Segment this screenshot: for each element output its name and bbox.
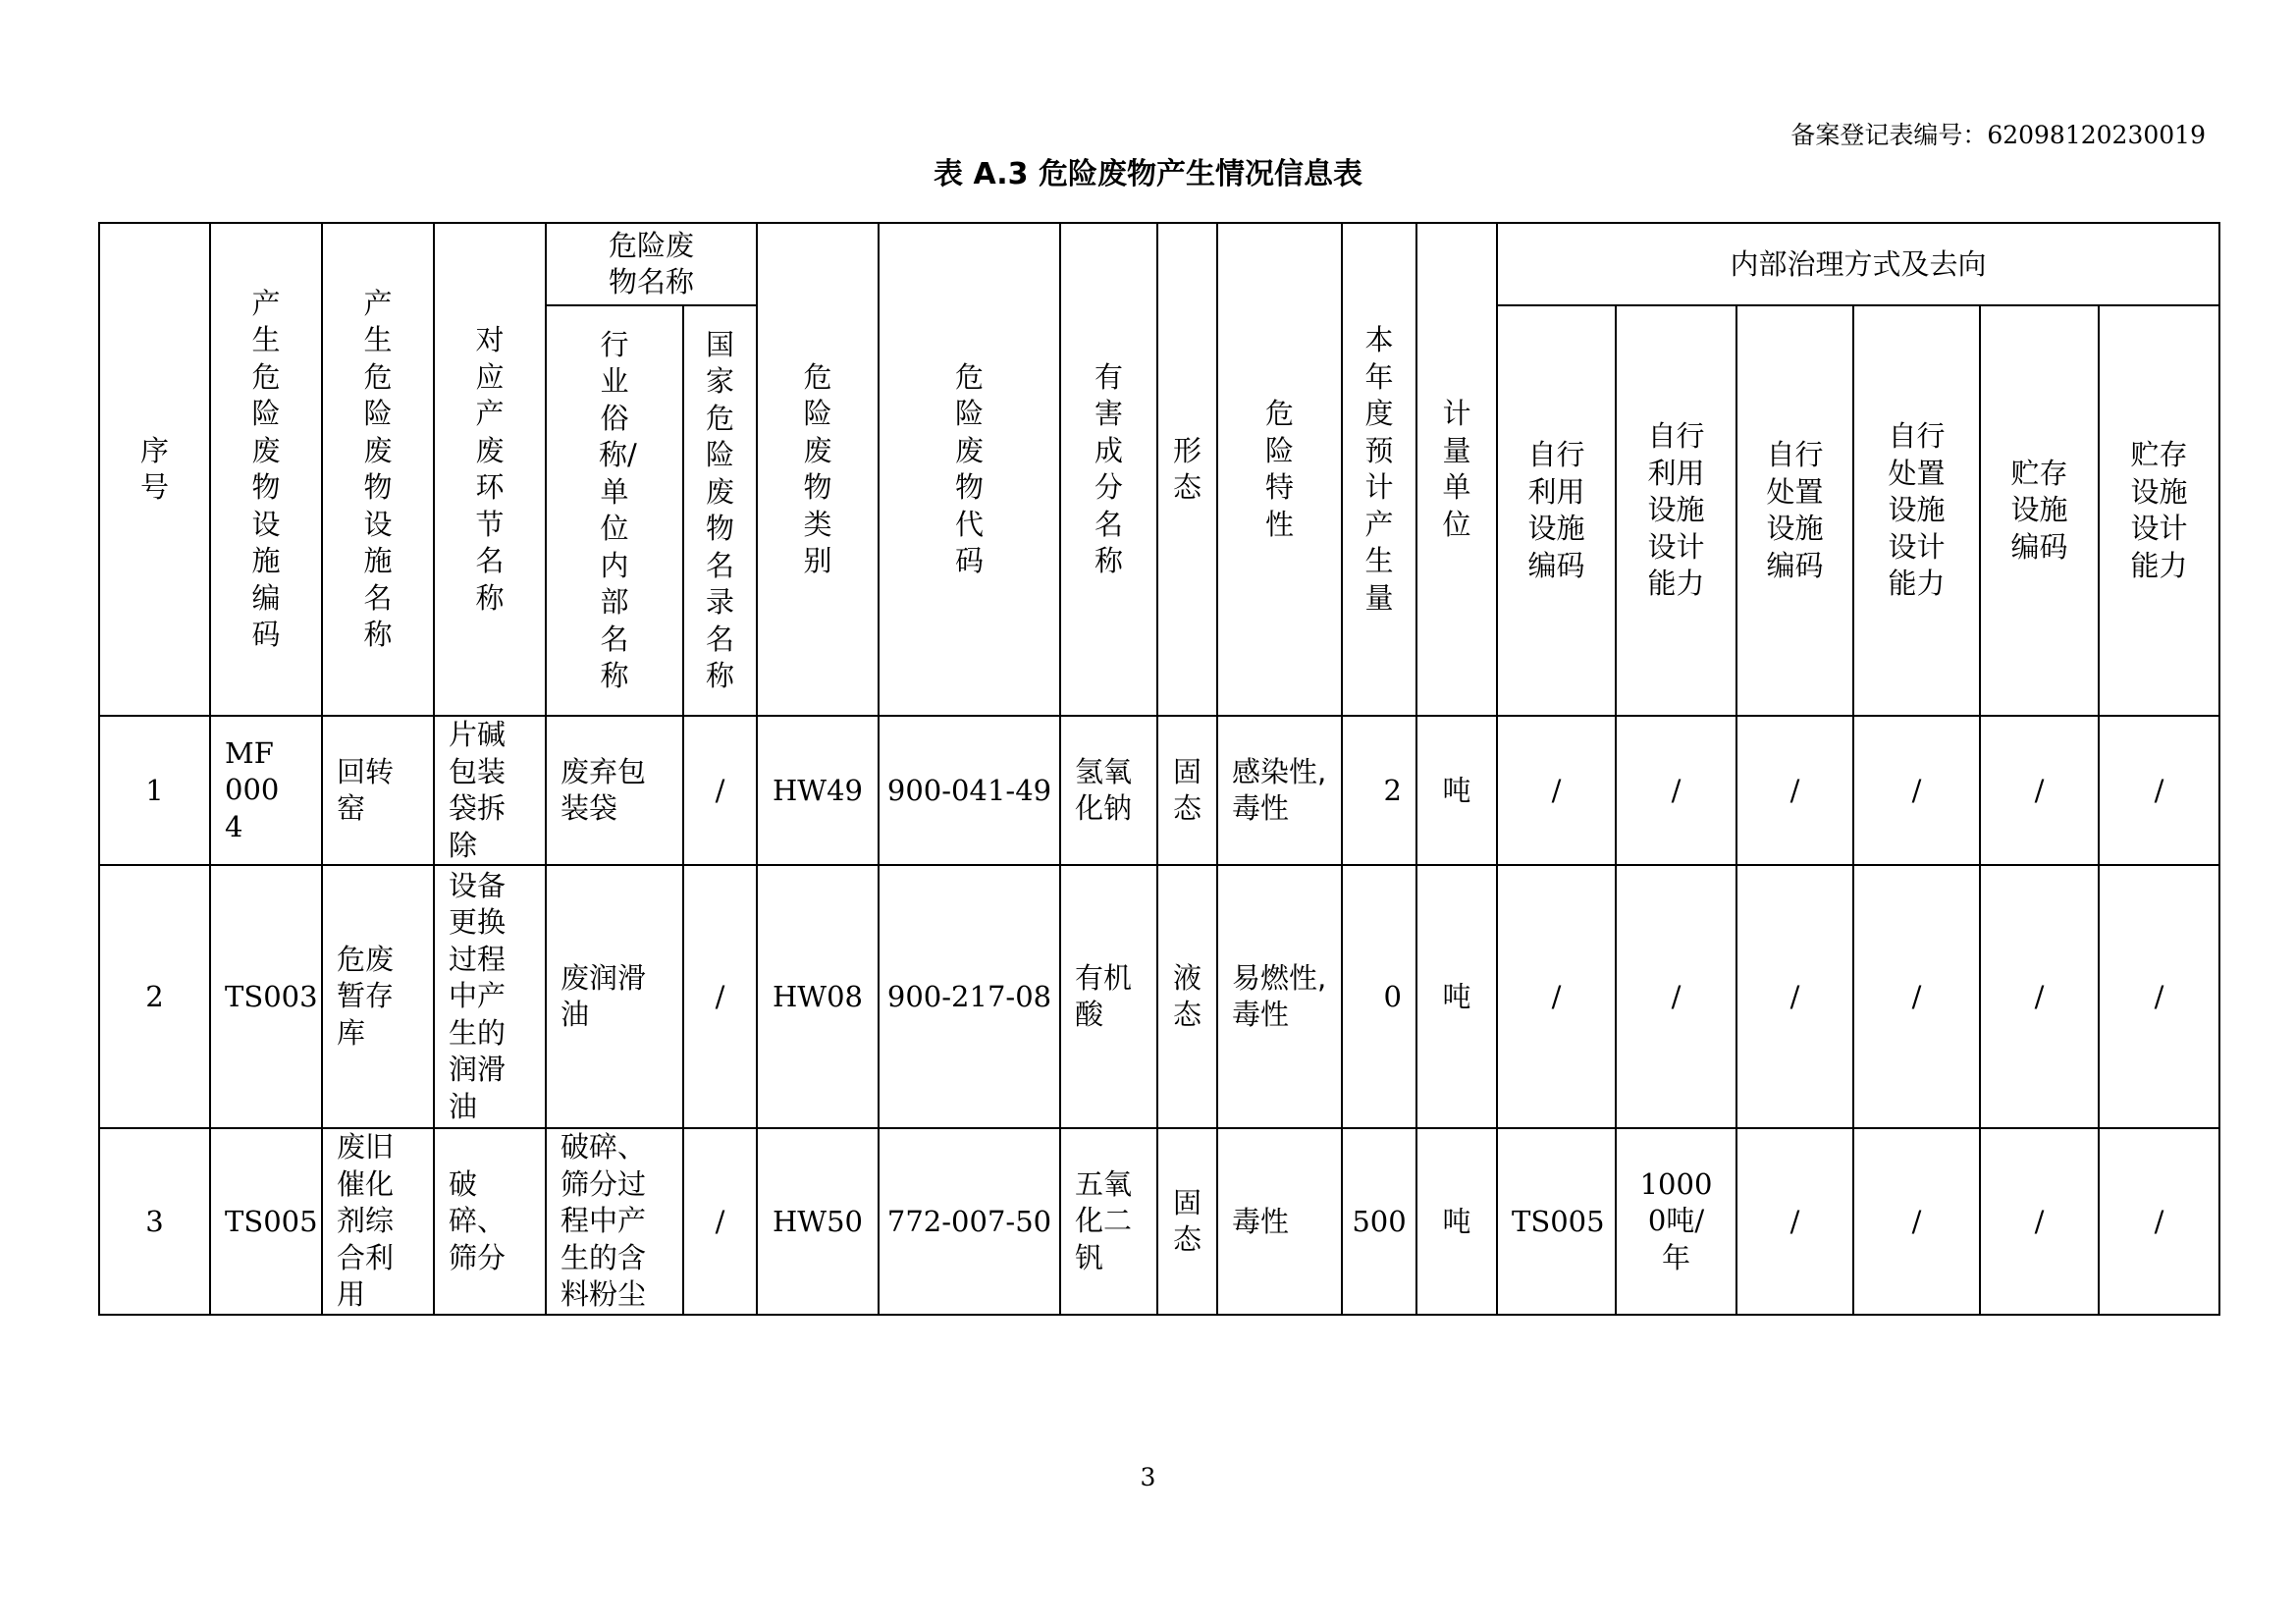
col-self-use-code: 自行利用设施编码 [1497, 305, 1616, 716]
cell-facility-code: TS005 [210, 1128, 322, 1315]
col-waste-name-group: 危险废物名称 [546, 223, 757, 305]
cell-industry-name: 废润滑油 [546, 865, 683, 1128]
cell-amount: 2 [1342, 716, 1416, 865]
cell-self-disposal-capacity: / [1853, 865, 1980, 1128]
header-row-1 [99, 223, 2219, 305]
cell-self-use-capacity: / [1616, 865, 1736, 1128]
col-self-disposal-code: 自行处置设施编码 [1736, 305, 1853, 716]
cell-national-name: / [683, 1128, 757, 1315]
col-amount: 本年度预计产生量 [1342, 223, 1416, 716]
cell-code: 900-041-49 [879, 716, 1060, 865]
cell-property: 毒性 [1217, 1128, 1342, 1315]
cell-harmful: 氢氧化钠 [1060, 716, 1157, 865]
cell-industry-name: 破碎、筛分过程中产生的含料粉尘 [546, 1128, 683, 1315]
cell-process-name: 片碱包装袋拆除 [434, 716, 546, 865]
cell-category: HW50 [757, 1128, 879, 1315]
cell-process-name: 设备更换过程中产生的润滑油 [434, 865, 546, 1128]
cell-facility-name: 危废暂存库 [322, 865, 434, 1128]
cell-facility-name: 废旧催化剂综合利用 [322, 1128, 434, 1315]
table-row [99, 1128, 2219, 1315]
cell-storage-code: / [1980, 865, 2099, 1128]
cell-self-disposal-code: / [1736, 865, 1853, 1128]
cell-self-disposal-code: / [1736, 1128, 1853, 1315]
cell-self-disposal-code: / [1736, 716, 1853, 865]
col-code: 危险废物代码 [879, 223, 1060, 716]
cell-national-name: / [683, 716, 757, 865]
cell-property: 易燃性,毒性 [1217, 865, 1342, 1128]
cell-facility-code: MF0004 [210, 716, 322, 865]
hazardous-waste-table [98, 222, 2220, 1316]
col-facility-code: 产生危险废物设施编码 [210, 223, 322, 716]
cell-amount: 0 [1342, 865, 1416, 1128]
cell-seq: 2 [99, 865, 210, 1128]
cell-property: 感染性,毒性 [1217, 716, 1342, 865]
col-self-use-capacity: 自行利用设施设计能力 [1616, 305, 1736, 716]
page-number: 3 [1140, 1463, 1156, 1491]
cell-unit: 吨 [1416, 865, 1497, 1128]
cell-storage-capacity: / [2099, 865, 2219, 1128]
cell-process-name: 破碎、筛分 [434, 1128, 546, 1315]
cell-seq: 3 [99, 1128, 210, 1315]
filing-number: 备案登记表编号：62098120230019 [1790, 121, 2206, 149]
col-process-name: 对应产废环节名称 [434, 223, 546, 716]
col-unit: 计量单位 [1416, 223, 1497, 716]
cell-storage-capacity: / [2099, 716, 2219, 865]
cell-facility-code: TS003 [210, 865, 322, 1128]
cell-form: 固态 [1157, 716, 1217, 865]
cell-national-name: / [683, 865, 757, 1128]
col-harmful: 有害成分名称 [1060, 223, 1157, 716]
col-self-disposal-capacity: 自行处置设施设计能力 [1853, 305, 1980, 716]
cell-self-disposal-capacity: / [1853, 716, 1980, 865]
cell-self-disposal-capacity: / [1853, 1128, 1980, 1315]
cell-form: 固态 [1157, 1128, 1217, 1315]
col-facility-name: 产生危险废物设施名称 [322, 223, 434, 716]
col-national-name: 国家危险废物名录名称 [683, 305, 757, 716]
cell-storage-capacity: / [2099, 1128, 2219, 1315]
col-industry-name: 行业俗称/单位内部名称 [546, 305, 683, 716]
cell-self-use-code: TS005 [1497, 1128, 1616, 1315]
table-row [99, 865, 2219, 1128]
cell-self-use-code: / [1497, 865, 1616, 1128]
col-storage-capacity: 贮存设施设计能力 [2099, 305, 2219, 716]
cell-unit: 吨 [1416, 716, 1497, 865]
cell-unit: 吨 [1416, 1128, 1497, 1315]
col-property: 危险特性 [1217, 223, 1342, 716]
cell-storage-code: / [1980, 716, 2099, 865]
col-category: 危险废物类别 [757, 223, 879, 716]
cell-harmful: 五氧化二钒 [1060, 1128, 1157, 1315]
cell-self-use-capacity: / [1616, 716, 1736, 865]
cell-storage-code: / [1980, 1128, 2099, 1315]
cell-form: 液态 [1157, 865, 1217, 1128]
cell-industry-name: 废弃包装袋 [546, 716, 683, 865]
cell-self-use-capacity: 10000吨/年 [1616, 1128, 1736, 1315]
cell-harmful: 有机酸 [1060, 865, 1157, 1128]
cell-facility-name: 回转窑 [322, 716, 434, 865]
table-title: 表 A.3 危险废物产生情况信息表 [934, 157, 1362, 191]
col-storage-code: 贮存设施编码 [1980, 305, 2099, 716]
cell-category: HW49 [757, 716, 879, 865]
cell-code: 772-007-50 [879, 1128, 1060, 1315]
col-internal-group: 内部治理方式及去向 [1497, 223, 2219, 305]
cell-category: HW08 [757, 865, 879, 1128]
cell-amount: 500 [1342, 1128, 1416, 1315]
cell-code: 900-217-08 [879, 865, 1060, 1128]
table-row [99, 716, 2219, 865]
col-form: 形态 [1157, 223, 1217, 716]
cell-seq: 1 [99, 716, 210, 865]
cell-self-use-code: / [1497, 716, 1616, 865]
col-seq: 序号 [99, 223, 210, 716]
